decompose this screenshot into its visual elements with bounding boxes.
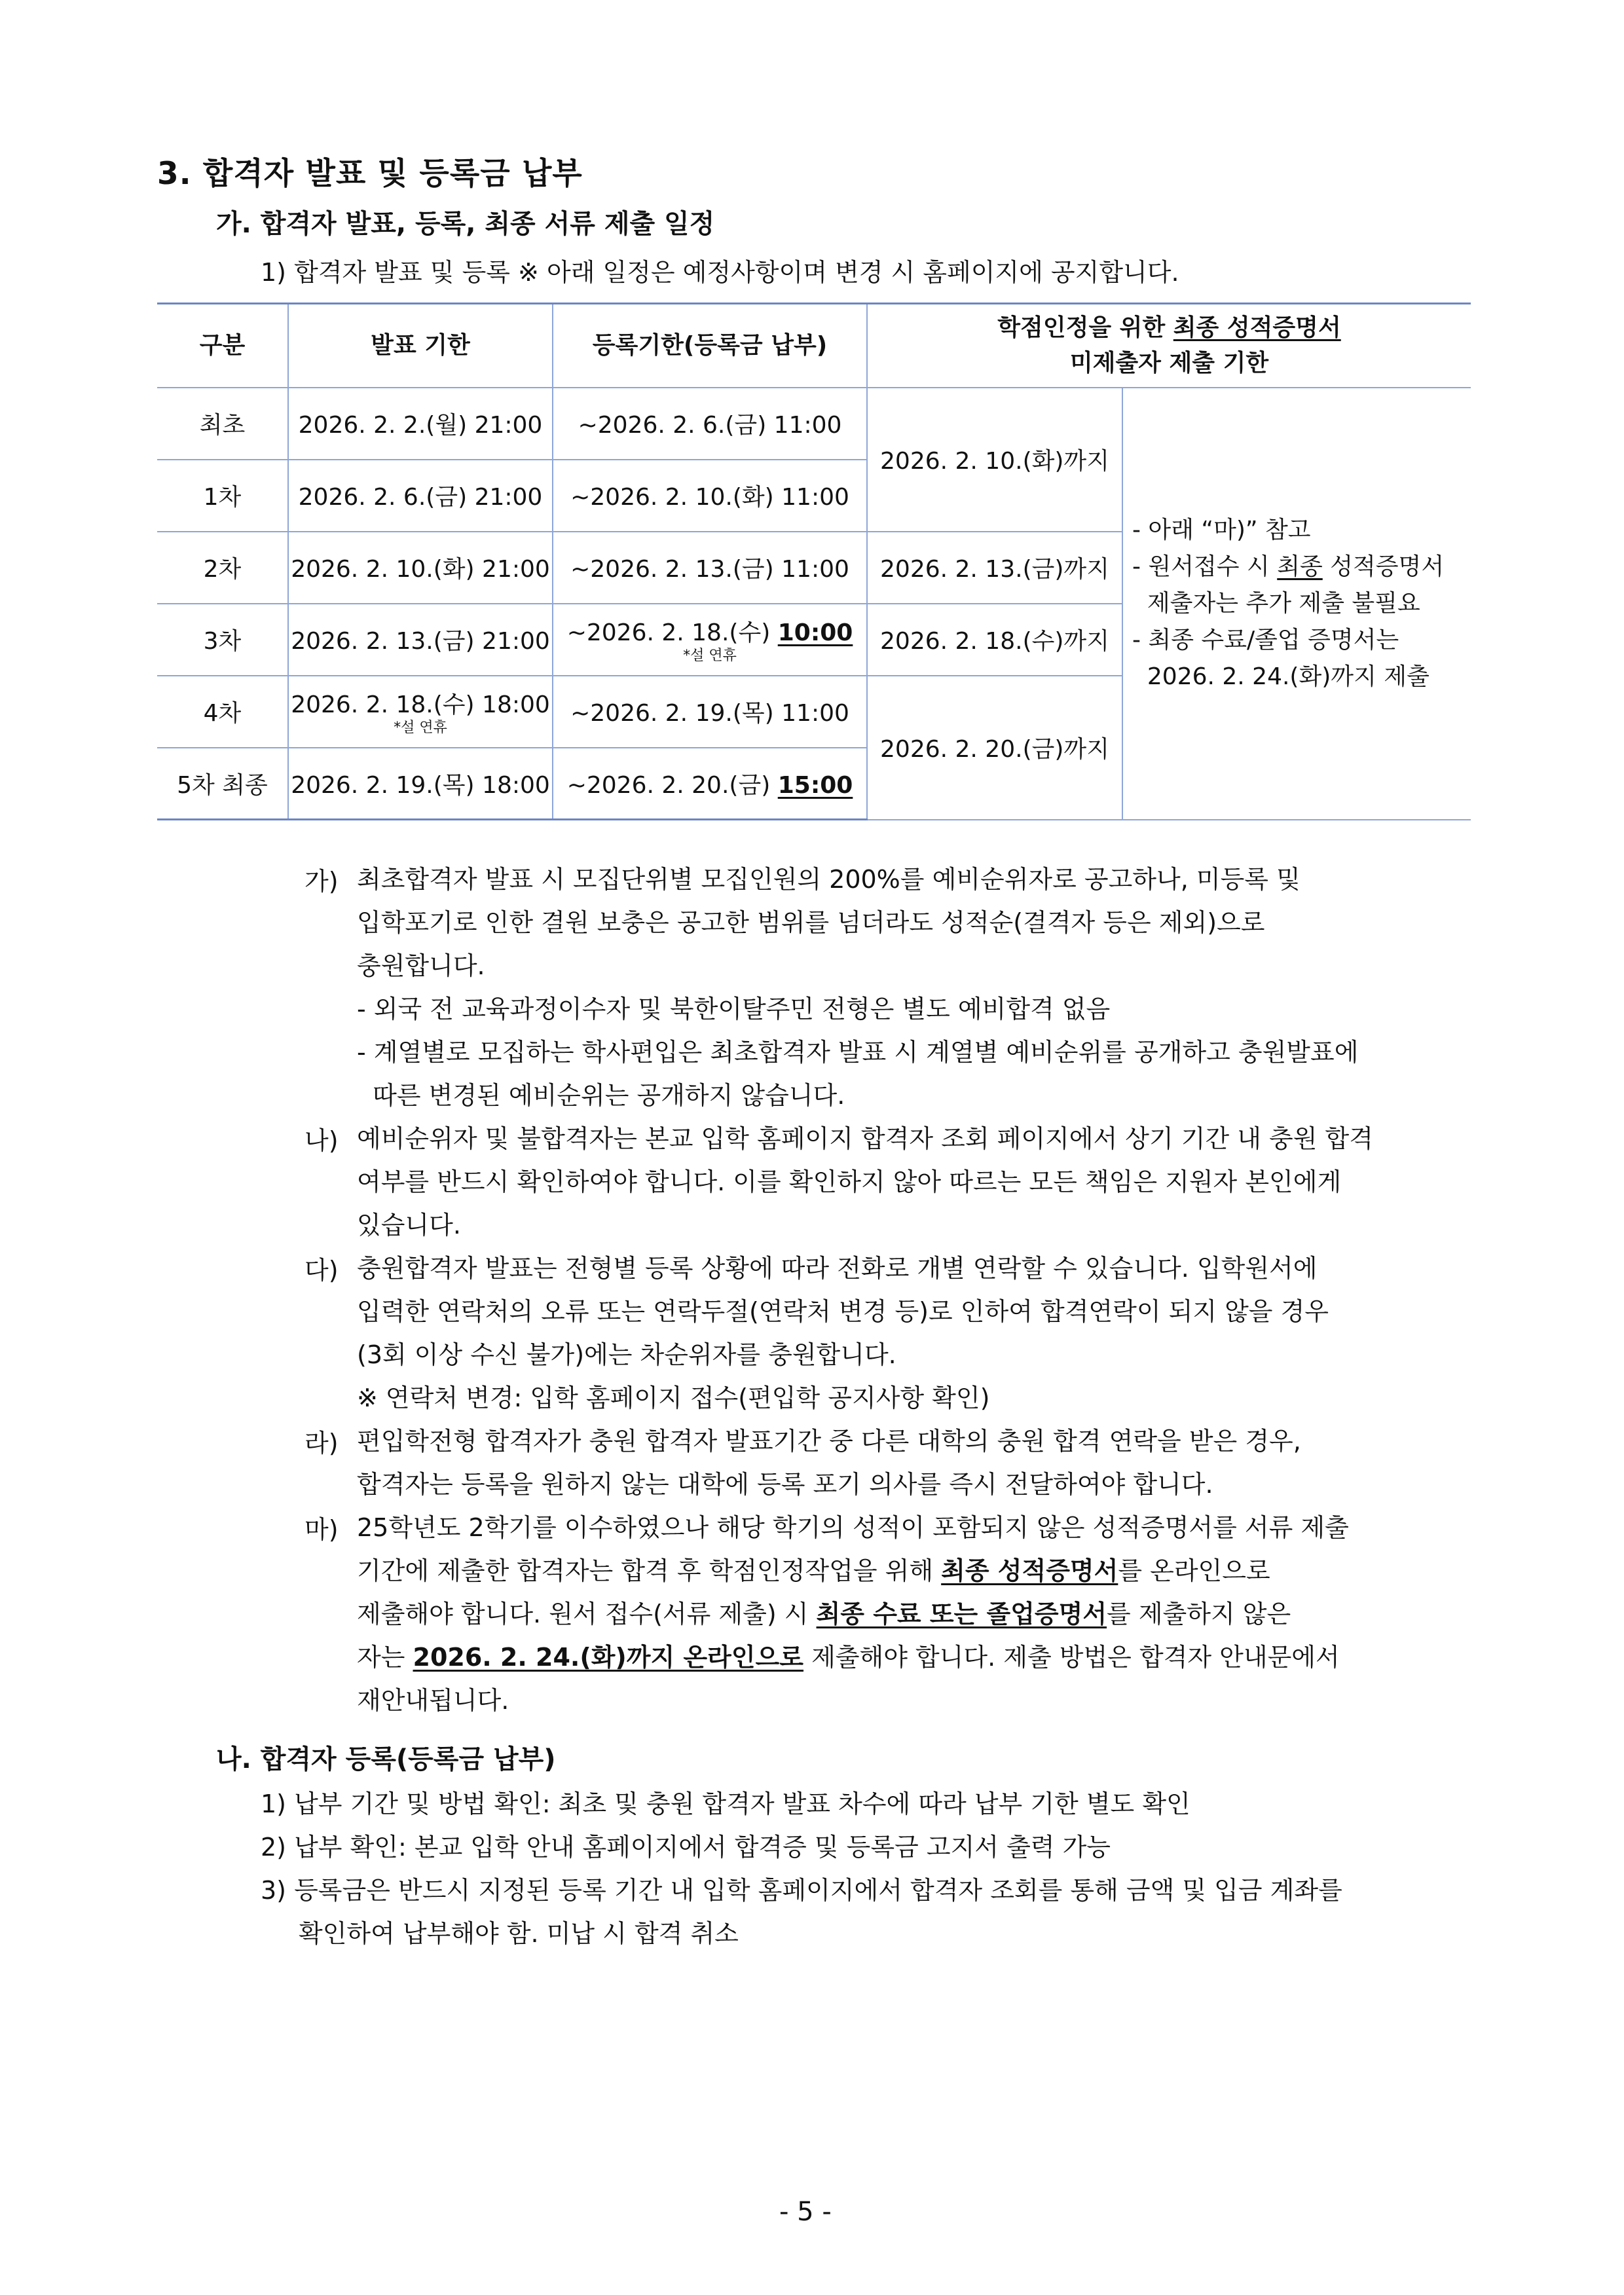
item-na (357, 1117, 1373, 1247)
header-final-doc-line2: 미제출자 제출 기한 (1069, 349, 1269, 376)
text-line: - 계열별로 모집하는 학사편입은 최초합격자 발표 시 계열별 예비순위를 공개하고 충원발표에 (357, 1038, 1359, 1067)
note-line: - 원서접수 시 (1132, 553, 1278, 580)
subsection-title-registration: 나. 합격자 등록(등록금 납부) (216, 1744, 556, 1774)
schedule-intro: 1) 합격자 발표 및 등록 ※ 아래 일정은 예정사항이며 변경 시 홈페이지에 공지합니다. (261, 258, 1179, 287)
list-item: 1) 납부 기간 및 방법 확인: 최초 및 충원 합격자 발표 차수에 따라 납부 기한 별도 확인 (261, 1790, 1190, 1818)
emphasis: 최종 수료 또는 졸업증명서 (816, 1600, 1107, 1628)
item-marker: 다) (304, 1256, 339, 1285)
text-line: 최초합격자 발표 시 모집단위별 모집인원의 200%를 예비순위자로 공고하나, 미등록 및 (357, 865, 1301, 894)
note-line: 제출자는 추가 제출 불필요 (1132, 589, 1420, 617)
subsection-title-schedule: 가. 합격자 발표, 등록, 최종 서류 제출 일정 (216, 209, 715, 239)
register-time-underline: 15:00 (777, 771, 853, 799)
text-span: 제출해야 합니다. 제출 방법은 합격자 안내문에서 (803, 1643, 1340, 1672)
header-final-doc-pre: 학점인정을 위한 (997, 314, 1173, 341)
holiday-note: *설 연휴 (394, 720, 447, 736)
text-line: 충원합니다. (357, 951, 485, 980)
register-cell (553, 748, 867, 820)
text-line: (3회 이상 수신 불가)에는 차순위자를 충원합니다. (357, 1340, 896, 1369)
note-line: 성적증명서 (1322, 553, 1445, 580)
item-ga (357, 858, 1358, 1117)
holiday-note: *설 연휴 (683, 648, 737, 664)
round-cell: 3차 (157, 604, 288, 676)
section-title: 3. 합격자 발표 및 등록금 납부 (157, 156, 583, 192)
notes-cell (1122, 388, 1471, 820)
register-cell: ~2026. 2. 6.(금) 11:00 (553, 388, 867, 460)
list-item: 2) 납부 확인: 본교 입학 안내 홈페이지에서 합격증 및 등록금 고지서 출력 가능 (261, 1833, 1111, 1862)
note-line: - 아래 “마)” 참고 (1132, 516, 1311, 543)
text-line: 충원합격자 발표는 전형별 등록 상황에 따라 전화로 개별 연락할 수 있습니다. 입학원서에 (357, 1254, 1318, 1283)
announce-cell: 2026. 2. 6.(금) 21:00 (288, 460, 553, 532)
round-cell: 최초 (157, 388, 288, 460)
item-marker: 가) (304, 867, 339, 896)
item-marker: 마) (304, 1515, 339, 1544)
header-final-doc (867, 304, 1471, 388)
text-line: 편입학전형 합격자가 충원 합격자 발표기간 중 다른 대학의 충원 합격 연락을 받은 경우, (357, 1427, 1301, 1456)
text-span: 제출해야 합니다. 원서 접수(서류 제출) 시 (357, 1600, 817, 1628)
register-cell (553, 604, 867, 676)
registration-list (261, 1782, 1342, 1955)
note-line: 2026. 2. 24.(화)까지 제출 (1132, 663, 1430, 690)
table-row (157, 388, 1471, 460)
table-header-row (157, 304, 1471, 388)
round-cell: 1차 (157, 460, 288, 532)
register-cell: ~2026. 2. 13.(금) 11:00 (553, 532, 867, 604)
text-line: 따른 변경된 예비순위는 공개하지 않습니다. (357, 1081, 845, 1110)
item-ra (357, 1420, 1301, 1506)
schedule-table (157, 303, 1471, 820)
text-line (357, 1549, 1349, 1592)
item-marker: 나) (304, 1126, 339, 1155)
round-cell: 5차 최종 (157, 748, 288, 820)
text-line: 입력한 연락처의 오류 또는 연락두절(연락처 변경 등)로 인하여 합격연락이 되지 않을 경우 (357, 1297, 1329, 1326)
text-line: 재안내됩니다. (357, 1686, 509, 1715)
announce-cell: 2026. 2. 19.(목) 18:00 (288, 748, 553, 820)
text-line: 25학년도 2학기를 이수하였으나 해당 학기의 성적이 포함되지 않은 성적증명서를 서류 제출 (357, 1513, 1349, 1542)
item-marker: 라) (304, 1429, 339, 1458)
deadline-cell: 2026. 2. 10.(화)까지 (867, 388, 1122, 532)
deadline-cell: 2026. 2. 18.(수)까지 (867, 604, 1122, 676)
item-da (357, 1247, 1329, 1420)
announce-cell (288, 676, 553, 748)
page-number: - 5 - (779, 2197, 832, 2227)
list-item: 3) 등록금은 반드시 지정된 등록 기간 내 입학 홈페이지에서 합격자 조회를 통해 금액 및 입금 계좌를 (261, 1876, 1342, 1905)
text-line: 합격자는 등록을 원하지 않는 대학에 등록 포기 의사를 즉시 전달하여야 합니다. (357, 1470, 1213, 1499)
header-register: 등록기한(등록금 납부) (553, 304, 867, 388)
text-line: 여부를 반드시 확인하여야 합니다. 이를 확인하지 않아 따르는 모든 책임은 지원자 본인에게 (357, 1167, 1342, 1196)
text-span: 를 온라인으로 (1118, 1556, 1270, 1585)
text-span: 기간에 제출한 합격자는 합격 후 학점인정작업을 위해 (357, 1556, 942, 1585)
text-span: 를 제출하지 않은 (1107, 1600, 1291, 1628)
round-cell: 2차 (157, 532, 288, 604)
text-line (357, 1592, 1349, 1636)
register-time-underline: 10:00 (777, 619, 853, 646)
text-line: 입학포기로 인한 결원 보충은 공고한 범위를 넘더라도 성적순(결격자 등은 제외)으로 (357, 908, 1265, 937)
announce-cell: 2026. 2. 10.(화) 21:00 (288, 532, 553, 604)
header-final-doc-underline: 최종 성적증명서 (1173, 314, 1341, 341)
register-text: ~2026. 2. 18.(수) (566, 619, 778, 646)
deadline-cell: 2026. 2. 13.(금)까지 (867, 532, 1122, 604)
text-line: - 외국 전 교육과정이수자 및 북한이탈주민 전형은 별도 예비합격 없음 (357, 995, 1111, 1023)
note-line: - 최종 수료/졸업 증명서는 (1132, 626, 1399, 653)
text-line: ※ 연락처 변경: 입학 홈페이지 접수(편입학 공지사항 확인) (357, 1384, 990, 1412)
text-line (357, 1636, 1349, 1679)
register-cell: ~2026. 2. 10.(화) 11:00 (553, 460, 867, 532)
header-announce: 발표 기한 (288, 304, 553, 388)
register-cell: ~2026. 2. 19.(목) 11:00 (553, 676, 867, 748)
emphasis: 2026. 2. 24.(화)까지 온라인으로 (413, 1643, 803, 1672)
item-ma (357, 1506, 1349, 1722)
text-span: 자는 (357, 1643, 413, 1672)
announce-text: 2026. 2. 18.(수) 18:00 (291, 691, 550, 718)
emphasis: 최종 성적증명서 (941, 1556, 1118, 1585)
announce-cell: 2026. 2. 13.(금) 21:00 (288, 604, 553, 676)
text-line: 예비순위자 및 불합격자는 본교 입학 홈페이지 합격자 조회 페이지에서 상기 기간 내 충원 합격 (357, 1124, 1373, 1153)
note-underline: 최종 (1277, 553, 1323, 580)
deadline-cell: 2026. 2. 20.(금)까지 (867, 676, 1122, 820)
register-text: ~2026. 2. 20.(금) (566, 771, 778, 799)
list-item-continued: 확인하여 납부해야 함. 미납 시 합격 취소 (299, 1919, 739, 1948)
announce-cell: 2026. 2. 2.(월) 21:00 (288, 388, 553, 460)
round-cell: 4차 (157, 676, 288, 748)
text-line: 있습니다. (357, 1211, 461, 1239)
header-round: 구분 (157, 304, 288, 388)
